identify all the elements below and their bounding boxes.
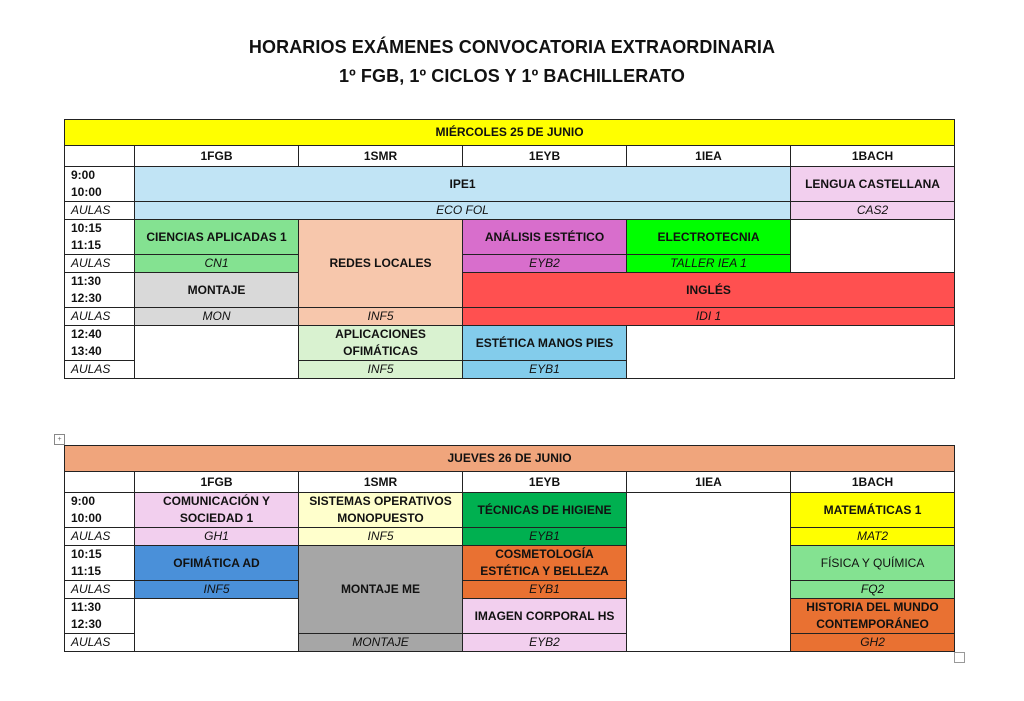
time-slot: 11:30 12:30 bbox=[65, 273, 135, 308]
exam-cosmetologia: COSMETOLOGÍA ESTÉTICA Y BELLEZA bbox=[463, 546, 627, 581]
room-lengua: CAS2 bbox=[791, 202, 955, 220]
col-header-1fgb: 1FGB bbox=[135, 472, 299, 493]
room-matematicas: MAT2 bbox=[791, 528, 955, 546]
room-higiene: EYB1 bbox=[463, 528, 627, 546]
exam-imagen-corporal: IMAGEN CORPORAL HS bbox=[463, 599, 627, 634]
exam-lengua-castellana: LENGUA CASTELLANA bbox=[791, 167, 955, 202]
exam-ipe1: IPE1 bbox=[135, 167, 791, 202]
time-slot: 10:15 11:15 bbox=[65, 546, 135, 581]
room-electrotecnia: TALLER IEA 1 bbox=[627, 255, 791, 273]
corner-cell bbox=[65, 146, 135, 167]
exam-estetica-manos-pies: ESTÉTICA MANOS PIES bbox=[463, 326, 627, 361]
col-header-1eyb: 1EYB bbox=[463, 472, 627, 493]
room-redes: INF5 bbox=[299, 308, 463, 326]
column-header-row bbox=[65, 146, 955, 167]
aulas-label: AULAS bbox=[65, 308, 135, 326]
exam-fisica-quimica: FÍSICA Y QUÍMICA bbox=[791, 546, 955, 581]
aulas-label: AULAS bbox=[65, 581, 135, 599]
empty-cell bbox=[135, 599, 299, 652]
time-slot: 9:00 10:00 bbox=[65, 167, 135, 202]
room-ipe1: ECO FOL bbox=[135, 202, 791, 220]
table-move-handle-icon[interactable]: + bbox=[54, 434, 65, 445]
exam-analisis-estetico: ANÁLISIS ESTÉTICO bbox=[463, 220, 627, 255]
room-estetica-manos: EYB1 bbox=[463, 361, 627, 379]
room-comunicacion: GH1 bbox=[135, 528, 299, 546]
exam-ciencias-aplicadas: CIENCIAS APLICADAS 1 bbox=[135, 220, 299, 255]
exam-electrotecnia: ELECTROTECNIA bbox=[627, 220, 791, 255]
exam-matematicas: MATEMÁTICAS 1 bbox=[791, 493, 955, 528]
col-header-1fgb: 1FGB bbox=[135, 146, 299, 167]
corner-cell bbox=[65, 472, 135, 493]
day-title: MIÉRCOLES 25 DE JUNIO bbox=[65, 120, 955, 146]
day-title: JUEVES 26 DE JUNIO bbox=[65, 446, 955, 472]
empty-cell bbox=[791, 220, 955, 273]
schedule-table-wednesday bbox=[64, 119, 955, 379]
exam-montaje: MONTAJE bbox=[135, 273, 299, 308]
exam-ingles: INGLÉS bbox=[463, 273, 955, 308]
empty-cell bbox=[627, 326, 955, 379]
aulas-label: AULAS bbox=[65, 528, 135, 546]
room-ofimatica: INF5 bbox=[135, 581, 299, 599]
room-sistemas: INF5 bbox=[299, 528, 463, 546]
document-title-line-2: 1º FGB, 1º CICLOS Y 1º BACHILLERATO bbox=[339, 66, 685, 86]
schedule-table-thursday bbox=[64, 445, 955, 652]
exam-historia-mundo: HISTORIA DEL MUNDO CONTEMPORÁNEO bbox=[791, 599, 955, 634]
room-ciencias: CN1 bbox=[135, 255, 299, 273]
room-historia: GH2 bbox=[791, 634, 955, 652]
time-slot: 10:15 11:15 bbox=[65, 220, 135, 255]
col-header-1bach: 1BACH bbox=[791, 146, 955, 167]
document-title-line-1: HORARIOS EXÁMENES CONVOCATORIA EXTRAORDINARIA bbox=[248, 37, 776, 57]
empty-cell bbox=[627, 493, 791, 652]
time-slot: 12:40 13:40 bbox=[65, 326, 135, 361]
exam-montaje-me: MONTAJE ME bbox=[299, 546, 463, 634]
aulas-label: AULAS bbox=[65, 634, 135, 652]
room-aplicaciones: INF5 bbox=[299, 361, 463, 379]
col-header-1smr: 1SMR bbox=[299, 146, 463, 167]
col-header-1eyb: 1EYB bbox=[463, 146, 627, 167]
room-fisica: FQ2 bbox=[791, 581, 955, 599]
time-slot: 9:00 10:00 bbox=[65, 493, 135, 528]
empty-cell bbox=[135, 326, 299, 379]
exam-sistemas-operativos: SISTEMAS OPERATIVOS MONOPUESTO bbox=[299, 493, 463, 528]
aulas-label: AULAS bbox=[65, 361, 135, 379]
col-header-1iea: 1IEA bbox=[627, 146, 791, 167]
exam-aplicaciones-ofimaticas: APLICACIONES OFIMÁTICAS bbox=[299, 326, 463, 361]
col-header-1smr: 1SMR bbox=[299, 472, 463, 493]
room-imagen: EYB2 bbox=[463, 634, 627, 652]
column-header-row bbox=[65, 472, 955, 493]
col-header-1bach: 1BACH bbox=[791, 472, 955, 493]
room-montaje: MON bbox=[135, 308, 299, 326]
exam-comunicacion-sociedad: COMUNICACIÓN Y SOCIEDAD 1 bbox=[135, 493, 299, 528]
room-cosmetologia: EYB1 bbox=[463, 581, 627, 599]
room-analisis: EYB2 bbox=[463, 255, 627, 273]
exam-ofimatica-ad: OFIMÁTICA AD bbox=[135, 546, 299, 581]
room-ingles: IDI 1 bbox=[463, 308, 955, 326]
table-resize-handle[interactable] bbox=[954, 652, 965, 663]
room-montaje-me: MONTAJE bbox=[299, 634, 463, 652]
col-header-1iea: 1IEA bbox=[627, 472, 791, 493]
exam-redes-locales: REDES LOCALES bbox=[299, 220, 463, 308]
exam-tecnicas-higiene: TÉCNICAS DE HIGIENE bbox=[463, 493, 627, 528]
aulas-label: AULAS bbox=[65, 202, 135, 220]
time-slot: 11:30 12:30 bbox=[65, 599, 135, 634]
aulas-label: AULAS bbox=[65, 255, 135, 273]
